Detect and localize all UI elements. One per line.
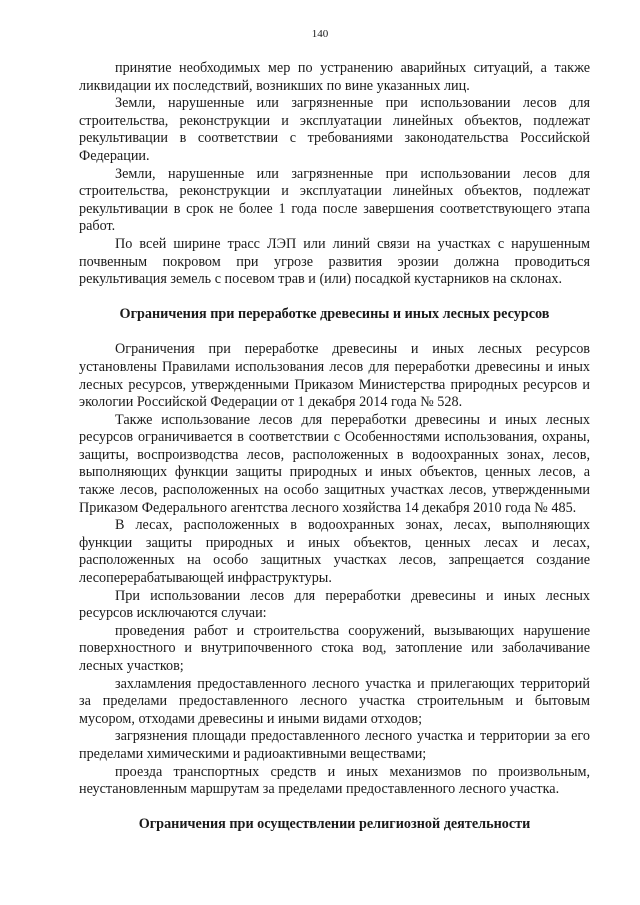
paragraph-9: проведения работ и строительства сооружений, вызывающих нарушение поверхностного и внутрипочвенного стока вод, затопление или заболачивание лесных участков;: [79, 622, 590, 674]
paragraph-8: При использовании лесов для переработки древесины и иных лесных ресурсов исключаются случаи:: [79, 587, 590, 622]
paragraph-1: принятие необходимых мер по устранению аварийных ситуаций, а также ликвидации их последствий, возникших по вине указанных лиц.: [79, 60, 590, 94]
section-heading-wood-processing: Ограничения при переработке древесины и иных лесных ресурсов: [119, 305, 550, 322]
paragraph-11: загрязнения площади предоставленного лесного участка и территории за его пределами химическими и радиоактивными веществами;: [79, 728, 590, 762]
paragraph-5: Ограничения при переработке древесины и иных лесных ресурсов установлены Правилами использования лесов для переработки древесины и иных лесных ресурсов, утвержденными Приказом Министерства природных ресурсов и экологии Российской Федерации от 1 декабря 2014 года № 528.: [79, 341, 590, 411]
paragraph-10: захламления предоставленного лесного участка и прилегающих территорий за пределами предоставленного лесного участка строительным и бытовым мусором, отходами древесины и иными видами отходов;: [79, 675, 590, 727]
body-text: [79, 60, 590, 833]
paragraph-2: Земли, нарушенные или загрязненные при использовании лесов для строительства, реконструкции и эксплуатации линейных объектов, подлежат рекультивации в соответствии с требованиями законодательства Российской Федерации.: [79, 95, 590, 164]
paragraph-4: По всей ширине трасс ЛЭП или линий связи на участках с нарушенным почвенным покровом при угрозе развития эрозии должна проводиться рекультивация земель с посевом трав и (или) посадкой кустарников на склонах.: [79, 235, 590, 288]
page-number: 140: [311, 28, 329, 40]
paragraph-7: В лесах, расположенных в водоохранных зонах, лесах, выполняющих функции защиты природных и иных объектов, ценных лесах и лесах, расположенных на особо защитных участках лесов, запрещается создание лесоперерабатывающей инфраструктуры.: [79, 517, 590, 587]
paragraph-3: Земли, нарушенные или загрязненные при использовании лесов для строительства, реконструкции и эксплуатации линейных объектов, подлежат рекультивации в срок не более 1 года после завершения соответствующего этапа работ.: [79, 165, 590, 235]
section-heading-religious-activity: Ограничения при осуществлении религиозной деятельности: [138, 815, 531, 832]
paragraph-12: проезда транспортных средств и иных механизмов по произвольным, неустановленным маршрутам за пределами предоставленного лесного участка.: [79, 763, 590, 798]
paragraph-6: Также использование лесов для переработки древесины и иных лесных ресурсов ограничивается в соответствии с Особенностями использования, охраны, защиты, воспроизводства лесов, расположенных в водоохранных зонах, лесов, выполняющих функции защиты природных и иных объектов, ценных лесов, а также лесов, расположенных на особо защитных участках лесов, утвержденными Приказом Федерального агентства лесного хозяйства 14 декабря 2010 года № 485.: [79, 411, 590, 516]
